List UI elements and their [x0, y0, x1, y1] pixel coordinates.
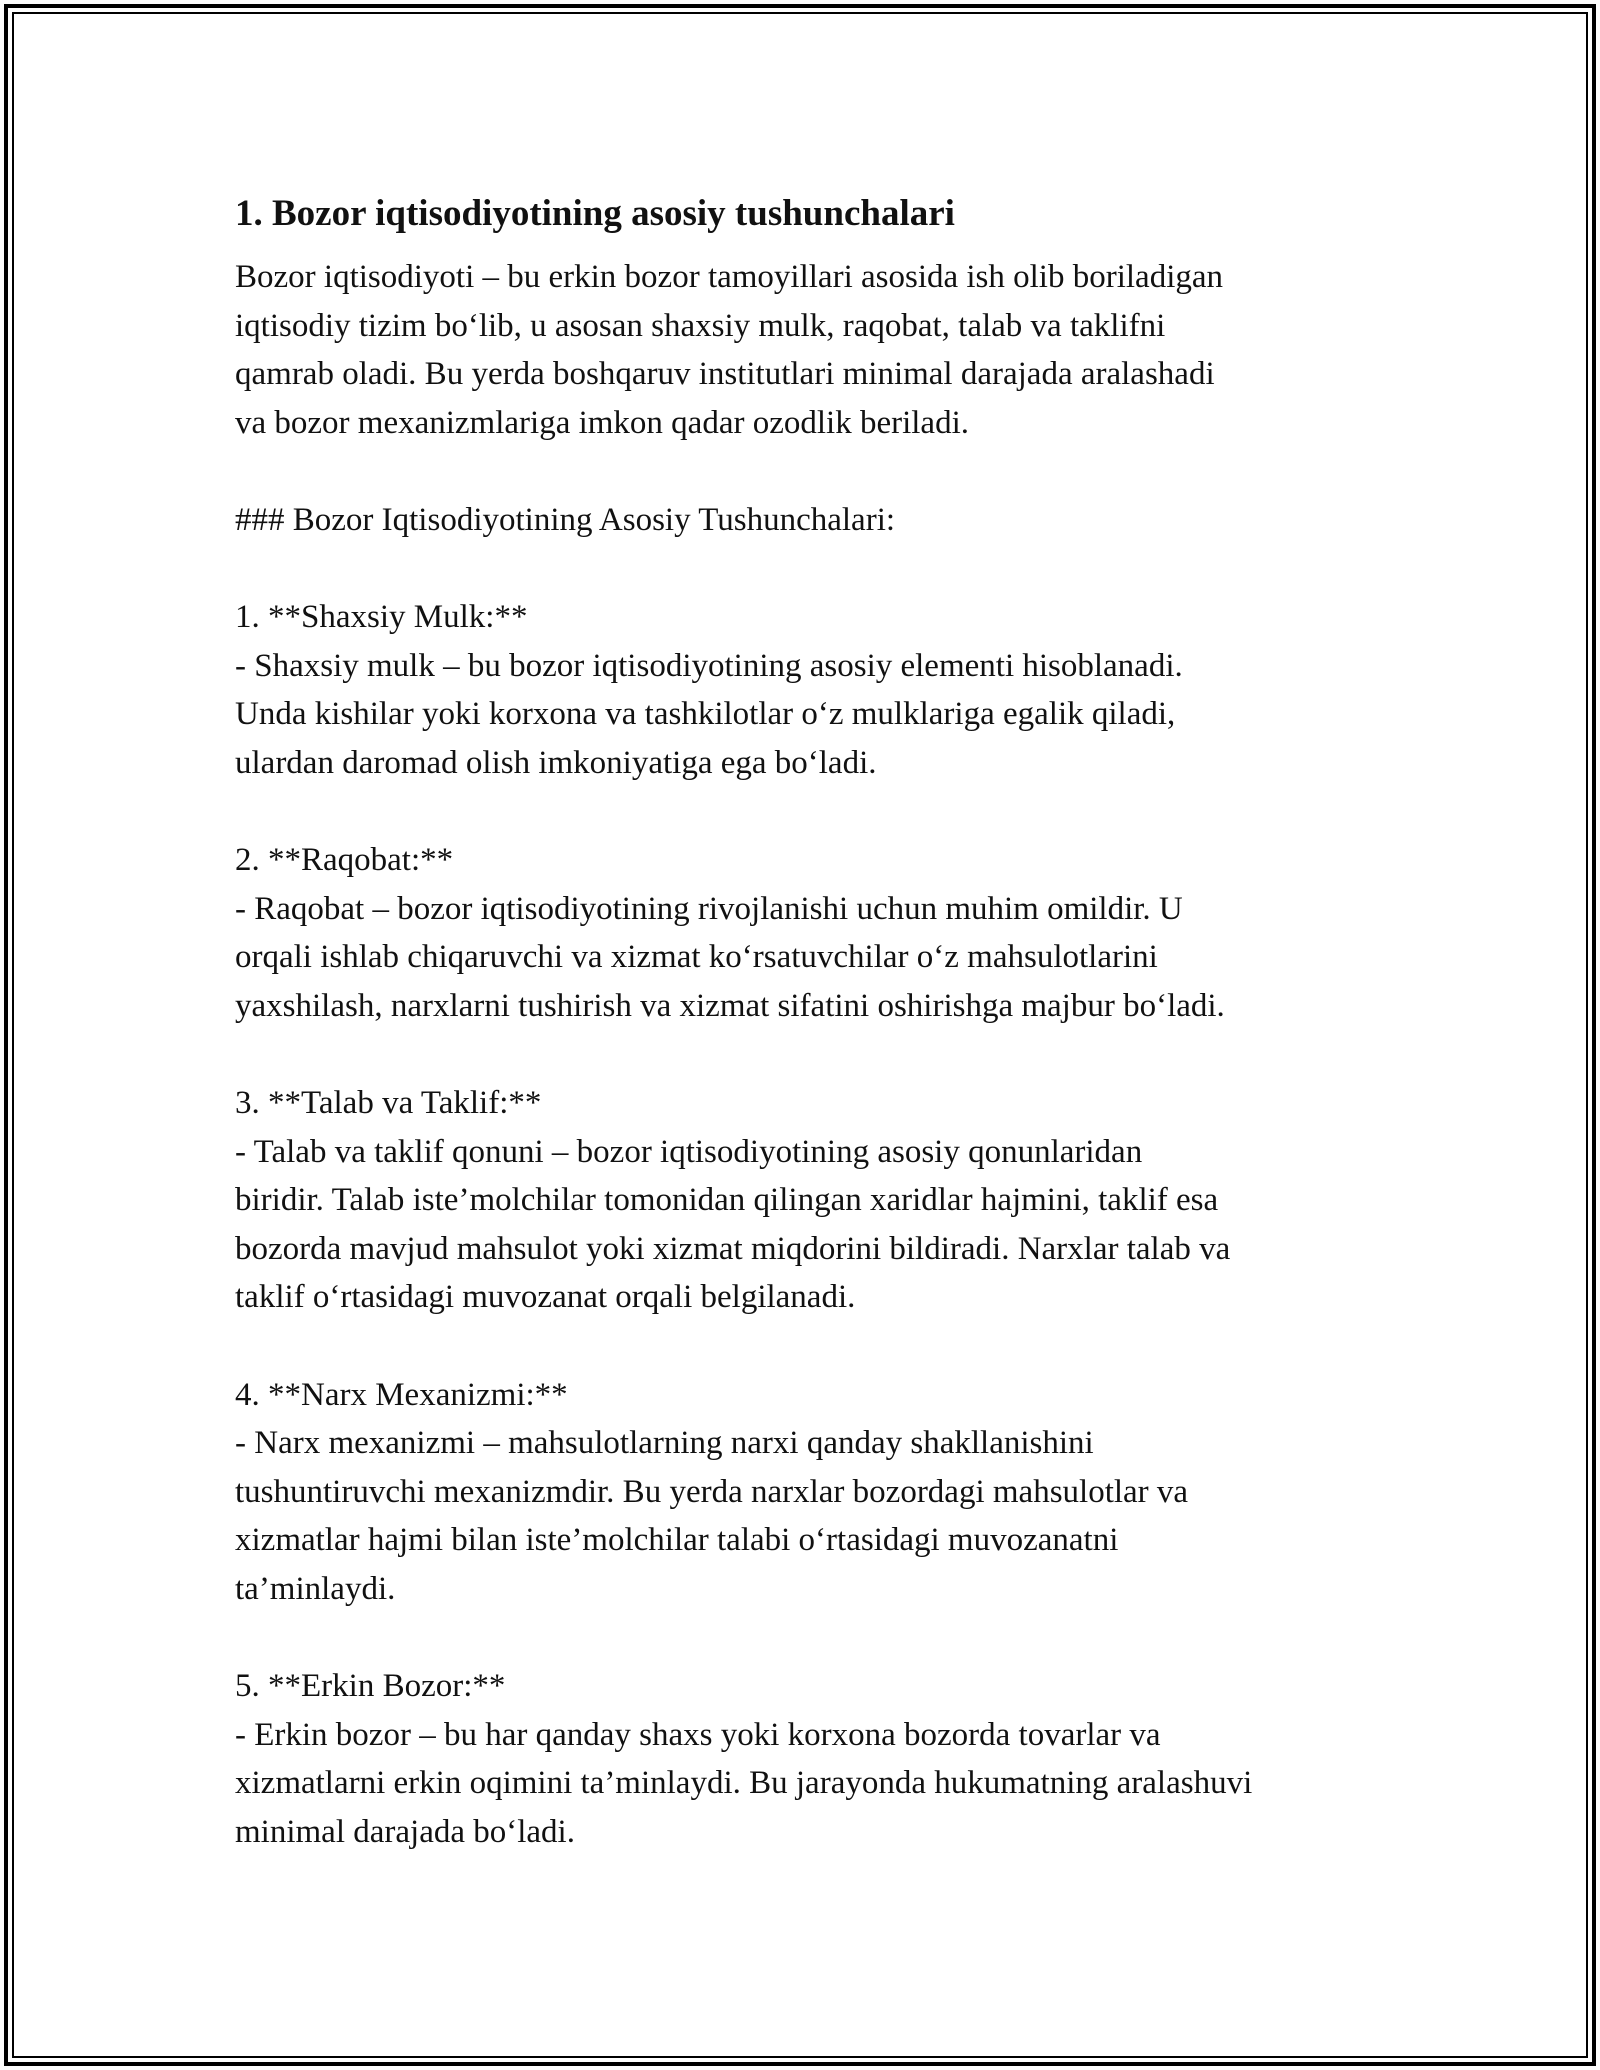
document-page	[235, 185, 1395, 1857]
list-item	[235, 1079, 1395, 1322]
list-item-body: - Erkin bozor – bu har qanday shaxs yoki korxona bozorda tovarlar va xizmatlarni erkin oqimini ta’minlaydi. Bu jarayonda hukumatning aralashuvi minimal darajada bo‘ladi.	[235, 1716, 1253, 1850]
section-title: ### Bozor Iqtisodiyotining Asosiy Tushunchalari:	[235, 501, 896, 538]
list-item-body: - Narx mexanizmi – mahsulotlarning narxi qanday shakllanishini tushuntiruvchi mexanizmdir. Bu yerda narxlar bozordagi mahsulotlar va xizmatlar hajmi bilan iste’molchilar talabi o‘rtasidagi muvozanatni ta’minlaydi.	[235, 1425, 1189, 1608]
list-item	[235, 593, 1395, 787]
list-item-title: 1. **Shaxsiy Mulk:**	[235, 599, 528, 636]
document-heading: 1. Bozor iqtisodiyotining asosiy tushunchalari	[235, 193, 955, 234]
list-item	[235, 1662, 1395, 1856]
list-item-body: - Shaxsiy mulk – bu bozor iqtisodiyotining asosiy elementi hisoblanadi. Unda kishilar yoki korxona va tashkilotlar o‘z mulklariga egalik qiladi, ulardan daromad olish imkoniyatiga ega bo‘ladi.	[235, 647, 1183, 781]
intro-paragraph: Bozor iqtisodiyoti – bu erkin bozor tamoyillari asosida ish olib boriladigan iqtisodiy tizim bo‘lib, u asosan shaxsiy mulk, raqobat, talab va taklifni qamrab oladi. Bu yerda boshqaruv institutlari minimal darajada aralashadi va bozor mexanizmlariga imkon qadar ozodlik beriladi.	[235, 259, 1224, 441]
list-item-title: 3. **Talab va Taklif:**	[235, 1085, 542, 1122]
list-item-title: 5. **Erkin Bozor:**	[235, 1668, 506, 1705]
list-item-title: 4. **Narx Mexanizmi:**	[235, 1376, 568, 1413]
list-item-body: - Raqobat – bozor iqtisodiyotining rivojlanishi uchun muhim omildir. U orqali ishlab chiqaruvchi va xizmat ko‘rsatuvchilar o‘z mahsulotlarini yaxshilash, narxlarni tushirish va xizmat sifatini oshirishga majbur bo‘ladi.	[235, 890, 1225, 1024]
list-item-body: - Talab va taklif qonuni – bozor iqtisodiyotining asosiy qonunlaridan biridir. Talab iste’molchilar tomonidan qilingan xaridlar hajmini, taklif esa bozorda mavjud mahsulot yoki xizmat miqdorini bildiradi. Narxlar talab va taklif o‘rtasidagi muvozanat orqali belgilanadi.	[235, 1133, 1231, 1316]
list-item	[235, 836, 1395, 1030]
list-item	[235, 1371, 1395, 1614]
list-item-title: 2. **Raqobat:**	[235, 842, 454, 879]
